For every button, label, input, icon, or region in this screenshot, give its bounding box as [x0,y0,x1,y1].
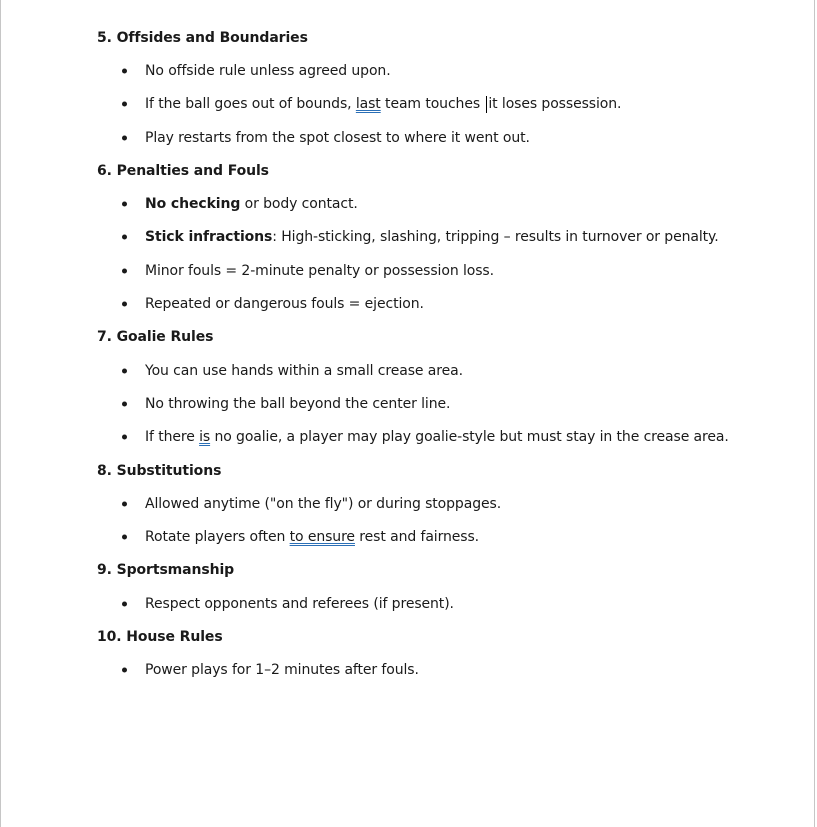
bullet-icon [122,401,127,406]
bullet-icon [122,501,127,506]
list-item-text: Respect opponents and referees (if present). [145,595,454,612]
list-item-text-start: Rotate players often [145,529,290,546]
bullet-icon [122,435,127,440]
section-heading: 5. Offsides and Boundaries [97,29,308,46]
document-body[interactable] [97,21,777,687]
list-item [97,88,777,121]
list-item-text: Repeated or dangerous fouls = ejection. [145,296,424,313]
text-cursor [486,96,487,113]
list-item [97,520,777,553]
list-item [97,587,777,620]
bullet-icon [122,668,127,673]
list-item [97,121,777,154]
list-item-text: Play restarts from the spot closest to where it went out. [145,129,530,146]
bullet-icon [122,102,127,107]
section-heading: 8. Substitutions [97,462,222,479]
list-item-text-end: no goalie, a player may play goalie-style but must stay in the crease area. [210,429,729,446]
section-heading: 7. Goalie Rules [97,329,214,346]
section-heading: 10. House Rules [97,628,223,645]
bullet-icon [122,202,127,207]
bullet-icon [122,601,127,606]
list-item-bold-term: Stick infractions [145,229,273,246]
list-item-text-end: rest and fairness. [354,529,480,546]
list-item-text: No throwing the ball beyond the center line. [145,395,451,412]
list-item-text: : High-sticking, slashing, tripping – results in turnover or penalty. [272,229,719,246]
list-item-text-end: it loses possession. [488,96,622,113]
list-item [97,54,777,87]
list-item-text: No offside rule unless agreed upon. [145,62,391,79]
grammar-flagged-phrase[interactable]: to ensure [289,529,355,546]
list-item-text-start: If the ball goes out of bounds, [145,96,356,113]
section-heading: 9. Sportsmanship [97,562,235,579]
list-item [97,287,777,320]
list-item-text: Allowed anytime ("on the fly") or during stoppages. [145,495,502,512]
list-item-text-middle: team touches [380,96,485,113]
list-item-text: Minor fouls = 2-minute penalty or possession loss. [145,262,494,279]
bullet-icon [122,268,127,273]
bullet-icon [122,235,127,240]
list-item [97,421,777,454]
bullet-icon [122,135,127,140]
bullet-icon [122,68,127,73]
list-item [97,221,777,254]
list-item [97,654,777,687]
list-item-text-start: If there [145,429,200,446]
grammar-flagged-word[interactable]: last [355,96,381,113]
list-item [97,254,777,287]
list-item [97,487,777,520]
section-heading: 6. Penalties and Fouls [97,162,269,179]
list-item [97,187,777,220]
list-item-bold-term: No checking [145,196,241,213]
list-item [97,387,777,420]
list-item-text: Power plays for 1–2 minutes after fouls. [145,662,419,679]
list-item-text: or body contact. [240,196,358,213]
bullet-icon [122,368,127,373]
grammar-flagged-word[interactable]: is [199,429,211,446]
list-item-text: You can use hands within a small crease area. [145,362,463,379]
bullet-icon [122,302,127,307]
bullet-icon [122,535,127,540]
list-item [97,354,777,387]
